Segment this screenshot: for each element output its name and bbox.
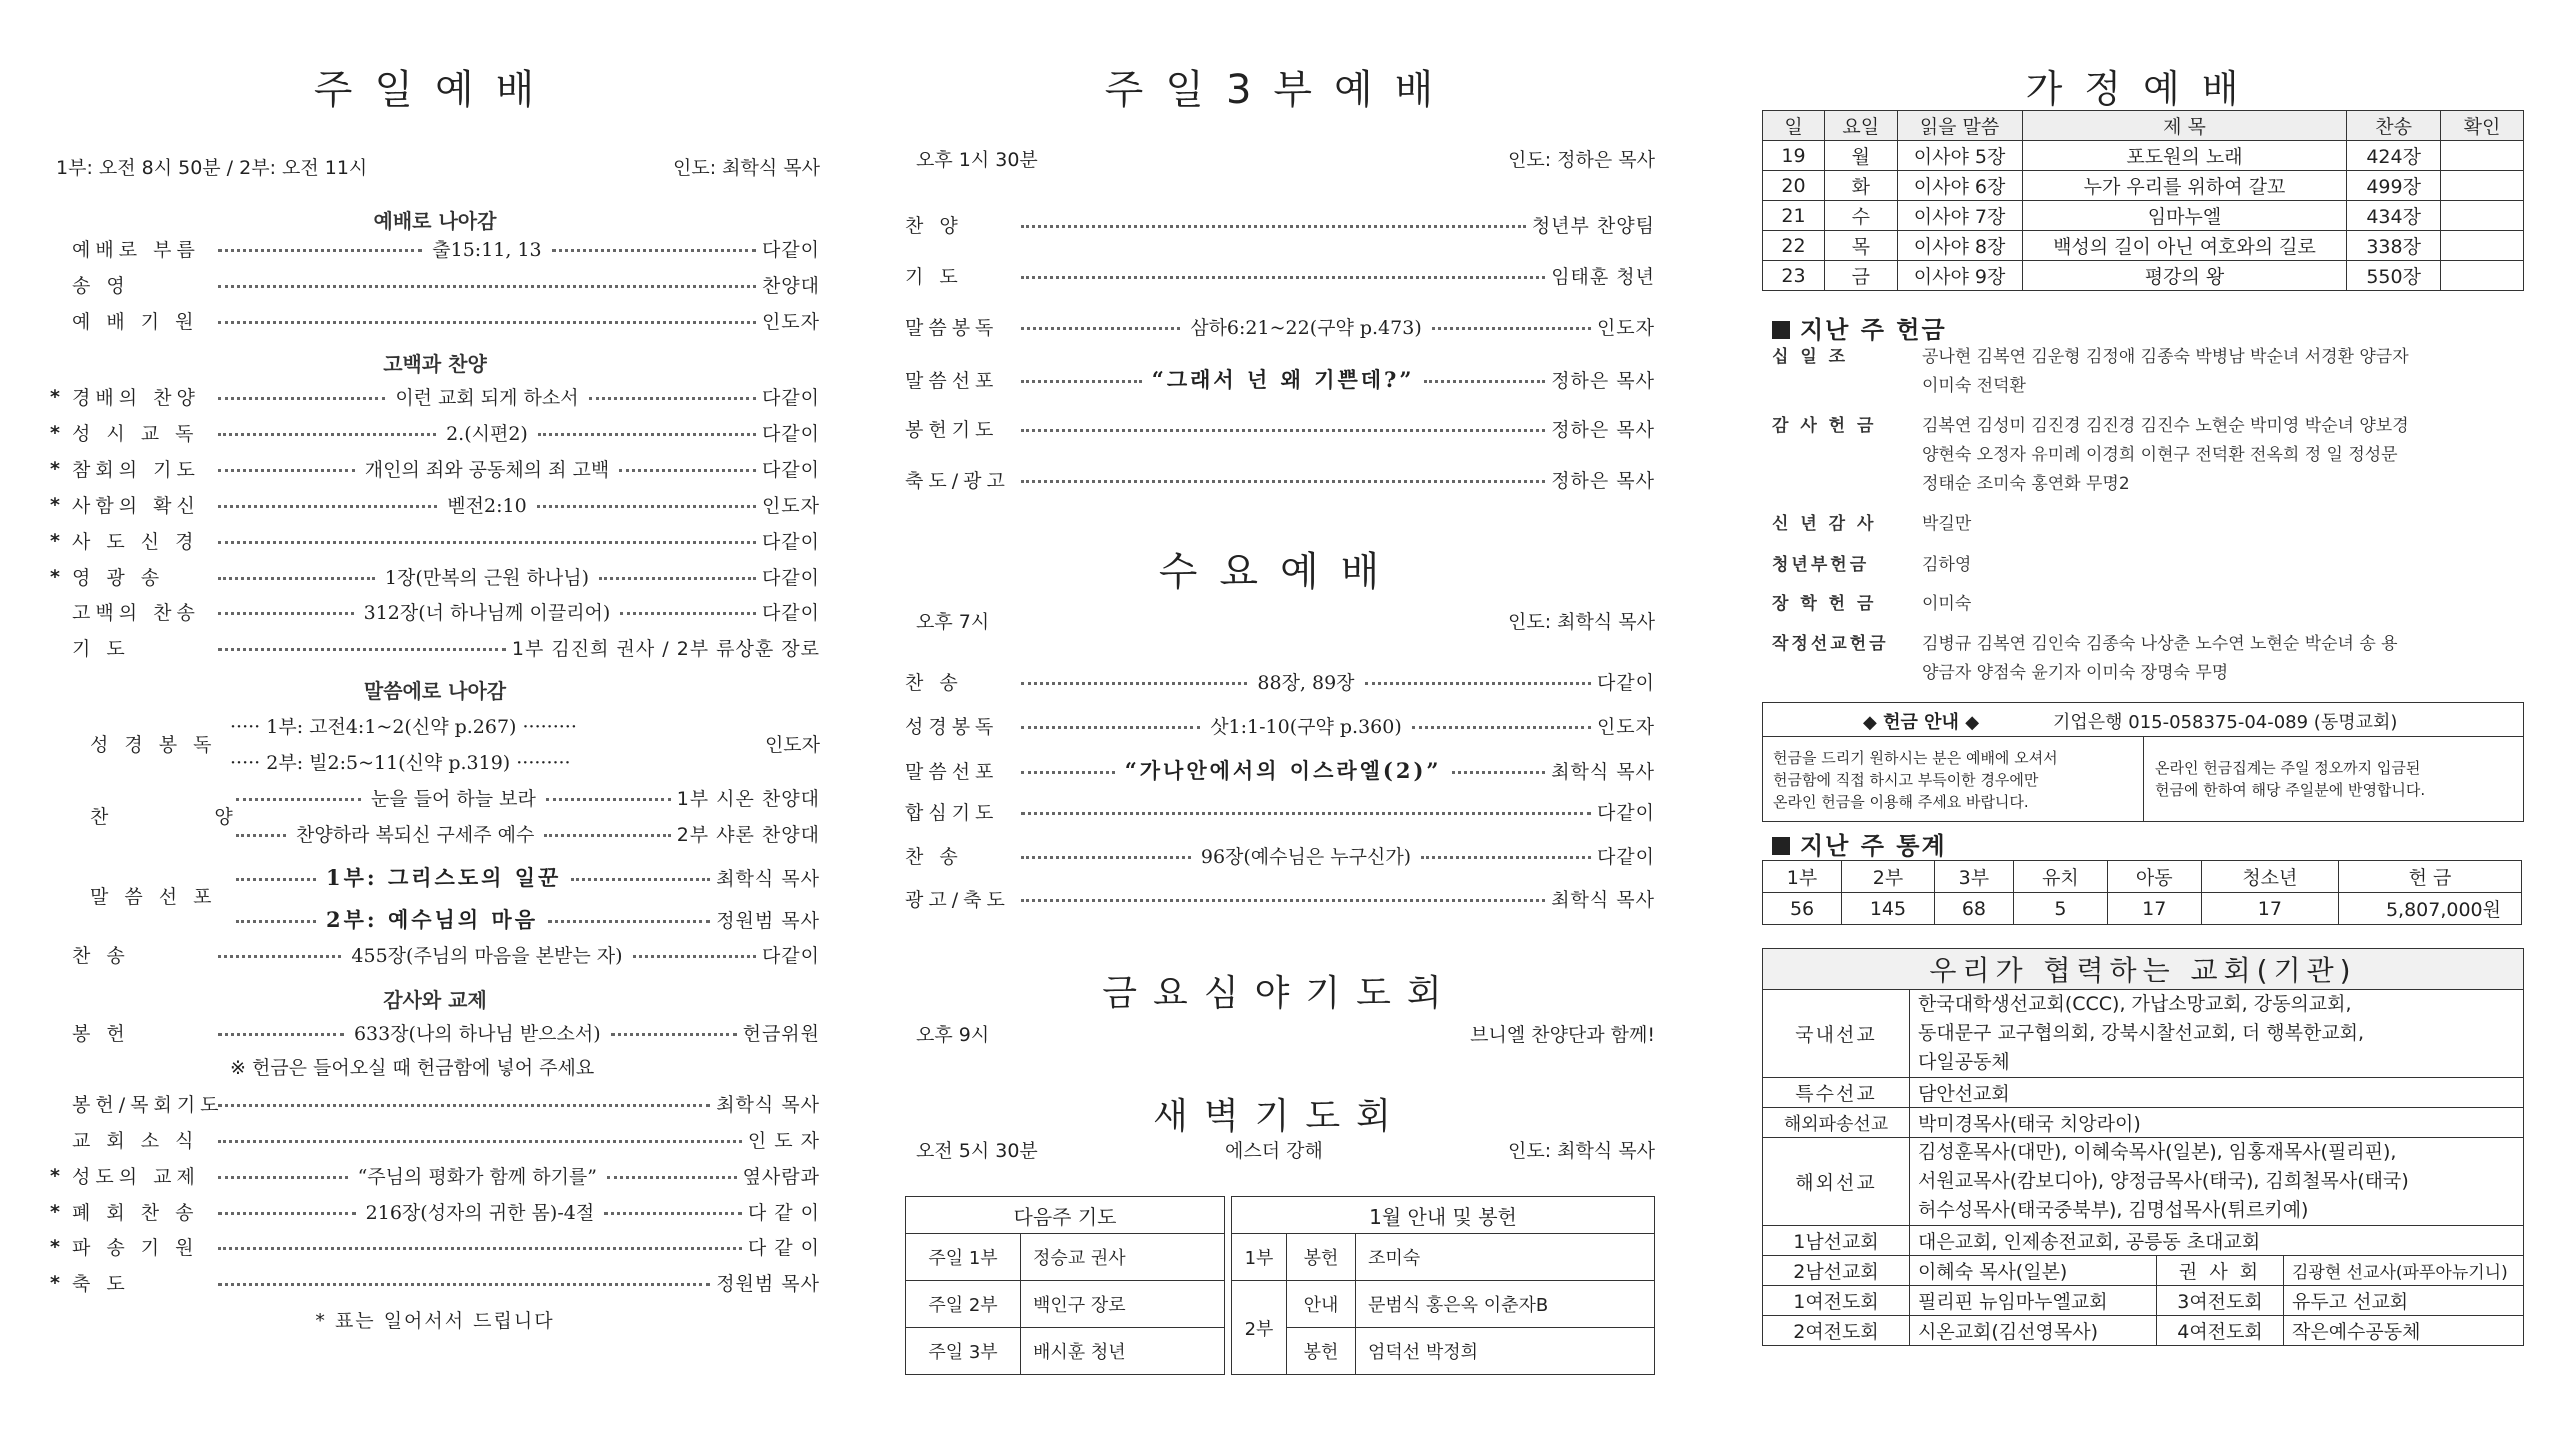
duty-names: 문범식 홍은옥 이춘자B xyxy=(1356,1281,1655,1328)
program-item xyxy=(905,712,1655,739)
prayer-slot: 주일 1부 xyxy=(906,1234,1021,1281)
partner-label: 2남선교회 xyxy=(1763,1256,1910,1286)
program-item xyxy=(50,527,820,554)
table-cell: 월 xyxy=(1825,141,1898,171)
program-item xyxy=(50,1126,820,1153)
third-service-title: 주일3부예배 xyxy=(1104,67,1456,113)
stand-marker: * xyxy=(50,493,60,516)
item-responsible: 1부 김진희 권사 / 2부 류상훈 장로 xyxy=(511,638,820,660)
stats-table xyxy=(1762,860,2522,925)
stats-header: 3부 xyxy=(1934,861,2013,893)
item-label: 찬 송 xyxy=(905,846,963,868)
duty-names: 엄덕선 박정희 xyxy=(1356,1328,1655,1375)
program-item xyxy=(905,364,1655,394)
program-item xyxy=(50,598,820,625)
table-cell xyxy=(2440,261,2523,291)
offering-donors: 공나현 김복연 김운형 김정애 김종숙 박병남 박순녀 서경환 양금자 xyxy=(1922,347,2409,367)
item-responsible: 최학식 목사 xyxy=(716,1094,820,1116)
partner-label: 2여전도회 xyxy=(1763,1316,1910,1346)
item-label: 축 도 xyxy=(72,1273,130,1295)
prayer-person: 배시훈 청년 xyxy=(1021,1328,1225,1375)
table-cell: 20 xyxy=(1763,171,1825,201)
stand-marker: * xyxy=(50,529,60,552)
prayer-person: 백인구 장로 xyxy=(1021,1281,1225,1328)
wednesday-title: 수요예배 xyxy=(1158,549,1402,595)
item-detail: 96장(예수님은 누구신가) xyxy=(1200,846,1412,868)
offering-donors: 박길만 xyxy=(1922,514,1972,534)
item-detail: 455장(주님의 마음을 본받는 자) xyxy=(351,945,623,967)
item-responsible: 다같이 xyxy=(761,602,820,624)
praise-label: 찬 양 xyxy=(90,806,283,828)
partner-label: 권 사 회 xyxy=(2157,1256,2284,1286)
stats-header: 유치 xyxy=(2013,861,2107,893)
program-item xyxy=(50,1233,820,1260)
program-item xyxy=(50,491,820,518)
item-label: 봉헌기도 xyxy=(905,419,999,441)
item-responsible: 다같이 xyxy=(1596,672,1655,694)
table-cell: 499장 xyxy=(2347,171,2441,201)
stand-marker: * xyxy=(50,421,60,444)
offering-category: 청년부헌금 xyxy=(1772,555,1870,575)
square-bullet-icon xyxy=(1772,837,1790,855)
program-item xyxy=(50,1198,820,1225)
program-item xyxy=(50,419,820,446)
table-row xyxy=(1763,201,2524,231)
offering-note: ※ 헌금은 들어오실 때 헌금함에 넣어 주세요 xyxy=(230,1057,595,1079)
prayer-person: 정승교 권사 xyxy=(1021,1234,1225,1281)
stats-value: 145 xyxy=(1842,893,1935,925)
last-week-offering-title: 지난 주 헌금 xyxy=(1772,310,1947,345)
square-bullet-icon xyxy=(1772,321,1790,339)
table-cell xyxy=(2440,231,2523,261)
item-label: 말씀봉독 xyxy=(905,317,999,339)
third-time: 오후 1시 30분 xyxy=(916,149,1038,171)
program-item xyxy=(50,563,820,590)
item-label: 예배로 부름 xyxy=(72,239,200,261)
january-duty-table xyxy=(1231,1196,1655,1375)
overseas-missions: 김성훈목사(대만), 이혜숙목사(일본), 임홍재목사(필리핀), 서원교목사(캄보디아), 양정금목사(태국), 김희철목사(태국) 허수성목사(태국중북부), 김명섭목사(튀르키예) xyxy=(1910,1138,2524,1226)
item-responsible: 다 같 이 xyxy=(747,1202,821,1224)
offering-donors: 양금자 양점숙 윤기자 이미숙 장명숙 무명 xyxy=(1922,663,2229,683)
stats-value: 56 xyxy=(1763,893,1842,925)
column-header: 요일 xyxy=(1825,111,1898,141)
table-cell: 백성의 길이 아닌 여호와의 길로 xyxy=(2022,231,2347,261)
reading-reader: 인도자 xyxy=(764,734,820,756)
item-label: 참회의 기도 xyxy=(72,459,200,481)
item-detail: 88장, 89장 xyxy=(1257,672,1355,694)
stand-marker: * xyxy=(50,1164,60,1187)
offering-guide-box xyxy=(1762,702,2524,822)
domestic-missions: 한국대학생선교회(CCC), 가납소망교회, 강동의교회, 동대문구 교구협의회, 강북시찰선교회, 더 행복한교회, 다일공동체 xyxy=(1910,990,2524,1078)
column-header: 찬송 xyxy=(2347,111,2441,141)
table-cell: 23 xyxy=(1763,261,1825,291)
stand-marker: * xyxy=(50,457,60,480)
partner-churches-table xyxy=(1762,948,2524,1346)
offering-donors: 양현숙 오정자 유미례 이경희 이현구 전덕환 전옥희 정 일 정성문 xyxy=(1922,445,2398,465)
item-label: 성 시 교 독 xyxy=(72,423,199,445)
offering-category: 장 학 헌 금 xyxy=(1772,594,1877,614)
next-week-prayer-table xyxy=(905,1196,1225,1375)
item-responsible: 최학식 목사 xyxy=(1551,889,1655,911)
partner-label: 해외선교 xyxy=(1763,1138,1910,1226)
stand-marker: * xyxy=(50,1235,60,1258)
offering-donors: 김하영 xyxy=(1922,555,1972,575)
table-cell: 수 xyxy=(1825,201,1898,231)
item-detail: 2.(시편2) xyxy=(446,423,528,445)
item-detail: “가나안에서의 이스라엘(2)” xyxy=(1124,758,1442,783)
table-row xyxy=(1763,141,2524,171)
third-leader: 인도: 정하은 목사 xyxy=(1508,149,1655,171)
program-item xyxy=(50,307,820,334)
section-heading: 예배로 나아감 xyxy=(373,209,497,233)
partner-label: 3여전도회 xyxy=(2157,1286,2284,1316)
duty-part: 1부 xyxy=(1232,1234,1287,1281)
womens-group-3-missions: 유두고 선교회 xyxy=(2284,1286,2524,1316)
item-detail: 출15:11, 13 xyxy=(432,239,542,261)
program-item xyxy=(50,271,820,298)
program-item xyxy=(50,1019,820,1046)
item-responsible: 헌금위원 xyxy=(742,1023,821,1045)
item-responsible: 다같이 xyxy=(761,945,821,967)
section-heading: 감사와 교제 xyxy=(383,988,487,1012)
stand-marker: * xyxy=(50,565,60,588)
offering-guide-title: ◆ 헌금 안내 ◆ xyxy=(1863,712,1980,733)
mens-group-1-missions: 대은교회, 인제송전교회, 공릉동 초대교회 xyxy=(1910,1226,2524,1256)
item-responsible: 옆사람과 xyxy=(742,1166,820,1188)
item-responsible: 최학식 목사 xyxy=(1551,760,1655,783)
table-cell: 화 xyxy=(1825,171,1898,201)
program-item xyxy=(905,466,1655,493)
sunday-leader: 인도: 최학식 목사 xyxy=(673,157,820,179)
item-label: 예 배 기 원 xyxy=(72,311,199,333)
item-label: 교 회 소 식 xyxy=(72,1130,199,1152)
stats-value: 5 xyxy=(2013,893,2107,925)
item-detail: 312장(너 하나님께 이끌리어) xyxy=(363,602,611,624)
table-cell: 이사야 5장 xyxy=(1897,141,2022,171)
program-item xyxy=(905,798,1655,825)
stats-header: 청소년 xyxy=(2201,861,2338,893)
sermon-label: 말 씀 선 포 xyxy=(90,886,217,908)
item-responsible: 다같이 xyxy=(761,531,820,553)
table-cell: 550장 xyxy=(2347,261,2441,291)
item-label: 봉헌/목회기도 xyxy=(72,1094,224,1116)
reading-line-1: ····· 1부: 고전4:1~2(신약 p.267) ········· xyxy=(230,716,577,738)
item-detail: “주님의 평화가 함께 하기를” xyxy=(357,1166,598,1188)
partner-label: 국내선교 xyxy=(1763,990,1910,1078)
partner-label: 1남선교회 xyxy=(1763,1226,1910,1256)
stats-value: 5,807,000원 xyxy=(2339,893,2522,925)
item-detail: 벧전2:10 xyxy=(447,495,527,517)
item-detail: 1장(만복의 근원 하나님) xyxy=(384,567,590,589)
program-item xyxy=(905,885,1655,912)
offering-donors: 정태순 조미숙 홍연화 무명2 xyxy=(1922,474,2130,494)
program-item xyxy=(905,668,1655,695)
stats-header: 아동 xyxy=(2107,861,2201,893)
column-header: 제 목 xyxy=(2022,111,2347,141)
stats-value: 17 xyxy=(2107,893,2201,925)
item-detail: 삼하6:21~22(구약 p.473) xyxy=(1190,317,1422,339)
guide-vertical-divider xyxy=(2143,736,2144,821)
program-item xyxy=(50,941,820,968)
offering-category: 신 년 감 사 xyxy=(1772,514,1877,534)
duty-role: 봉헌 xyxy=(1287,1328,1356,1375)
item-label: 말씀선포 xyxy=(905,760,999,783)
friday-time: 오후 9시 xyxy=(916,1024,990,1046)
bank-account: 기업은행 015-058375-04-089 (동명교회) xyxy=(2053,712,2398,733)
womens-group-4-missions: 작은예수공동체 xyxy=(2284,1316,2524,1346)
offering-category: 작정선교헌금 xyxy=(1772,634,1889,654)
section-heading: 고백과 찬양 xyxy=(383,352,487,376)
item-responsible: 임태훈 청년 xyxy=(1551,266,1655,288)
item-responsible: 다같이 xyxy=(761,459,821,481)
table-cell: 이사야 6장 xyxy=(1897,171,2022,201)
program-item xyxy=(905,755,1655,785)
item-responsible: 정하은 목사 xyxy=(1551,369,1655,392)
item-detail: 633장(나의 하나님 받으소서) xyxy=(353,1023,601,1045)
stand-marker: * xyxy=(50,385,60,408)
item-label: 성경봉독 xyxy=(905,716,999,738)
section-heading: 말씀에로 나아감 xyxy=(363,679,507,703)
mens-group-2-missions: 이혜숙 목사(일본) xyxy=(1910,1256,2157,1286)
table-cell: 434장 xyxy=(2347,201,2441,231)
stats-header: 헌 금 xyxy=(2339,861,2522,893)
item-responsible: 다같이 xyxy=(761,387,820,409)
item-label: 찬 송 xyxy=(905,672,963,694)
offering-category: 감 사 헌 금 xyxy=(1772,416,1877,436)
sermon-line-1: 1부: 그리스도의 일꾼 최학식 목사 xyxy=(230,862,820,892)
program-item xyxy=(50,1090,820,1117)
guide-left-text: 헌금을 드리기 원하시는 분은 예배에 오셔서 헌금함에 직접 하시고 부득이한 경우에만 온라인 헌금을 이용해 주세요 바랍니다. xyxy=(1773,749,2058,811)
table-cell: 목 xyxy=(1825,231,1898,261)
prayer-slot: 주일 3부 xyxy=(906,1328,1021,1375)
column-header: 일 xyxy=(1763,111,1825,141)
sunday-title: 주일예배 xyxy=(313,67,557,113)
table-cell: 이사야 8장 xyxy=(1897,231,2022,261)
stand-marker: * xyxy=(50,1200,60,1223)
table-row xyxy=(1763,231,2524,261)
offering-donors: 이미숙 전덕환 xyxy=(1922,376,2026,396)
item-label: 고백의 찬송 xyxy=(72,602,200,624)
table-cell: 424장 xyxy=(2347,141,2441,171)
partner-label: 특수선교 xyxy=(1763,1078,1910,1108)
item-responsible: 인도자 xyxy=(1596,716,1656,738)
table-cell: 19 xyxy=(1763,141,1825,171)
program-item xyxy=(50,634,820,661)
item-detail: 삿1:1-10(구약 p.360) xyxy=(1210,716,1402,738)
item-label: 합심기도 xyxy=(905,802,999,824)
item-responsible: 정원범 목사 xyxy=(716,1273,820,1295)
item-label: 사함의 확신 xyxy=(72,495,200,517)
program-item xyxy=(50,383,820,410)
item-label: 성도의 교제 xyxy=(72,1166,200,1188)
table-cell: 이사야 7장 xyxy=(1897,201,2022,231)
stats-header: 1부 xyxy=(1763,861,1842,893)
last-week-stats-title: 지난 주 통계 xyxy=(1772,826,1947,861)
family-worship-table xyxy=(1762,110,2524,291)
deaconess-missions: 김광현 선교사(파푸아뉴기니) xyxy=(2284,1256,2524,1286)
stand-marker: * xyxy=(50,1271,60,1294)
item-label: 파 송 기 원 xyxy=(72,1237,199,1259)
table-cell: 누가 우리를 위하여 갈꼬 xyxy=(2022,171,2347,201)
table-cell: 338장 xyxy=(2347,231,2441,261)
table-cell: 21 xyxy=(1763,201,1825,231)
table-cell: 포도원의 노래 xyxy=(2022,141,2347,171)
january-duty-heading: 1월 안내 및 봉헌 xyxy=(1232,1197,1655,1234)
item-detail: “그래서 넌 왜 기쁜데?” xyxy=(1151,367,1415,392)
item-label: 찬 송 xyxy=(72,945,130,967)
friday-title: 금요심야기도회 xyxy=(1102,973,1458,1014)
item-detail: 216장(성자의 귀한 몸)-4절 xyxy=(365,1202,595,1224)
womens-group-2-missions: 시온교회(김선영목사) xyxy=(1910,1316,2157,1346)
offering-category: 십 일 조 xyxy=(1772,347,1849,367)
item-responsible: 정하은 목사 xyxy=(1551,470,1655,492)
wednesday-leader: 인도: 최학식 목사 xyxy=(1508,611,1655,633)
sunday-times: 1부: 오전 8시 50분 / 2부: 오전 11시 xyxy=(56,157,368,179)
item-responsible: 다같이 xyxy=(1596,802,1655,824)
item-label: 경배의 찬양 xyxy=(72,387,200,409)
item-responsible: 다같이 xyxy=(761,239,820,261)
program-item xyxy=(905,211,1655,238)
offering-donors: 김복연 김성미 김진경 김진경 김진수 노현순 박미영 박순녀 양보경 xyxy=(1922,416,2409,436)
guide-right-text: 온라인 헌금집계는 주일 정오까지 입금된 헌금에 한하여 해당 주일분에 반영합니다. xyxy=(2155,759,2426,799)
item-label: 광고/축도 xyxy=(905,889,1010,911)
item-responsible: 찬양대 xyxy=(761,275,820,297)
item-responsible: 다 같 이 xyxy=(747,1237,820,1259)
dawn-book: 에스더 강해 xyxy=(1225,1140,1323,1162)
item-detail: 개인의 죄와 공동체의 죄 고백 xyxy=(364,459,610,481)
program-item xyxy=(905,262,1655,289)
dawn-title: 새벽기도회 xyxy=(1153,1096,1407,1137)
duty-role: 안내 xyxy=(1287,1281,1356,1328)
partner-label: 1여전도회 xyxy=(1763,1286,1910,1316)
item-responsible: 다같이 xyxy=(761,567,820,589)
program-item xyxy=(50,1269,820,1296)
item-responsible: 인도자 xyxy=(761,311,820,333)
reading-label: 성 경 봉 독 xyxy=(90,734,217,756)
table-row xyxy=(1763,261,2524,291)
program-item xyxy=(905,842,1655,869)
table-cell xyxy=(2440,201,2523,231)
column-header: 읽을 말씀 xyxy=(1897,111,2022,141)
program-item xyxy=(50,235,820,262)
partners-title: 우리가 협력하는 교회(기관) xyxy=(1763,949,2524,990)
dawn-time: 오전 5시 30분 xyxy=(916,1140,1038,1162)
table-cell: 이사야 9장 xyxy=(1897,261,2022,291)
overseas-dispatch-missions: 박미경목사(태국 치앙라이) xyxy=(1910,1108,2524,1138)
program-item xyxy=(905,313,1655,340)
program-item xyxy=(50,455,820,482)
item-label: 폐 회 찬 송 xyxy=(72,1202,199,1224)
item-label: 찬 양 xyxy=(905,215,963,237)
program-item xyxy=(50,1162,820,1189)
stand-footnote: * 표는 일어서서 드립니다 xyxy=(315,1310,555,1332)
item-responsible: 다같이 xyxy=(761,423,820,445)
item-label: 말씀선포 xyxy=(905,369,999,392)
item-label: 봉 헌 xyxy=(72,1023,130,1045)
item-responsible: 다같이 xyxy=(1596,846,1656,868)
table-cell xyxy=(2440,171,2523,201)
item-responsible: 인도자 xyxy=(1596,317,1656,339)
duty-names: 조미숙 xyxy=(1356,1234,1655,1281)
duty-role: 봉헌 xyxy=(1287,1234,1356,1281)
table-row xyxy=(1763,171,2524,201)
special-missions: 담안선교회 xyxy=(1910,1078,2524,1108)
wednesday-time: 오후 7시 xyxy=(916,611,990,633)
item-label: 영 광 송 xyxy=(72,567,165,589)
womens-group-1-missions: 필리핀 뉴임마누엘교회 xyxy=(1910,1286,2157,1316)
prayer-slot: 주일 2부 xyxy=(906,1281,1021,1328)
item-label: 기 도 xyxy=(72,638,130,660)
dawn-leader: 인도: 최학식 목사 xyxy=(1508,1140,1655,1162)
item-responsible: 정하은 목사 xyxy=(1551,419,1655,441)
offering-donors: 이미숙 xyxy=(1922,594,1972,614)
partner-label: 4여전도회 xyxy=(2157,1316,2284,1346)
item-label: 사 도 신 경 xyxy=(72,531,199,553)
item-detail: 이런 교회 되게 하소서 xyxy=(395,387,579,409)
friday-note: 브니엘 찬양단과 함께! xyxy=(1470,1024,1655,1046)
duty-part: 2부 xyxy=(1232,1281,1287,1375)
item-responsible: 인 도 자 xyxy=(747,1130,820,1152)
table-cell: 22 xyxy=(1763,231,1825,261)
item-responsible: 청년부 찬양팀 xyxy=(1531,215,1655,237)
column-header: 확인 xyxy=(2440,111,2523,141)
partner-label: 해외파송선교 xyxy=(1763,1108,1910,1138)
item-label: 축도/광고 xyxy=(905,470,1010,492)
item-responsible: 인도자 xyxy=(761,495,820,517)
table-cell: 임마누엘 xyxy=(2022,201,2347,231)
item-label: 기 도 xyxy=(905,266,963,288)
program-item xyxy=(905,415,1655,442)
stats-header: 2부 xyxy=(1842,861,1935,893)
table-cell xyxy=(2440,141,2523,171)
praise-line-2: 찬양하라 복되신 구세주 예수 2부 샤론 찬양대 xyxy=(230,820,820,847)
stats-value: 17 xyxy=(2201,893,2338,925)
item-label: 송 영 xyxy=(72,275,130,297)
praise-line-1: 눈을 들어 하늘 보라 1부 시온 찬양대 xyxy=(230,784,820,811)
family-worship-title: 가정예배 xyxy=(2025,67,2261,111)
next-week-prayer-heading: 다음주 기도 xyxy=(906,1197,1225,1234)
table-cell: 평강의 왕 xyxy=(2022,261,2347,291)
offering-donors: 김병규 김복연 김인숙 김종숙 나상춘 노수연 노현순 박순녀 송 용 xyxy=(1922,634,2398,654)
table-cell: 금 xyxy=(1825,261,1898,291)
sermon-line-2: 2부: 예수님의 마음 정원범 목사 xyxy=(230,904,820,934)
reading-line-2: ····· 2부: 빌2:5~11(신약 p.319) ········· xyxy=(230,752,571,774)
stats-value: 68 xyxy=(1934,893,2013,925)
